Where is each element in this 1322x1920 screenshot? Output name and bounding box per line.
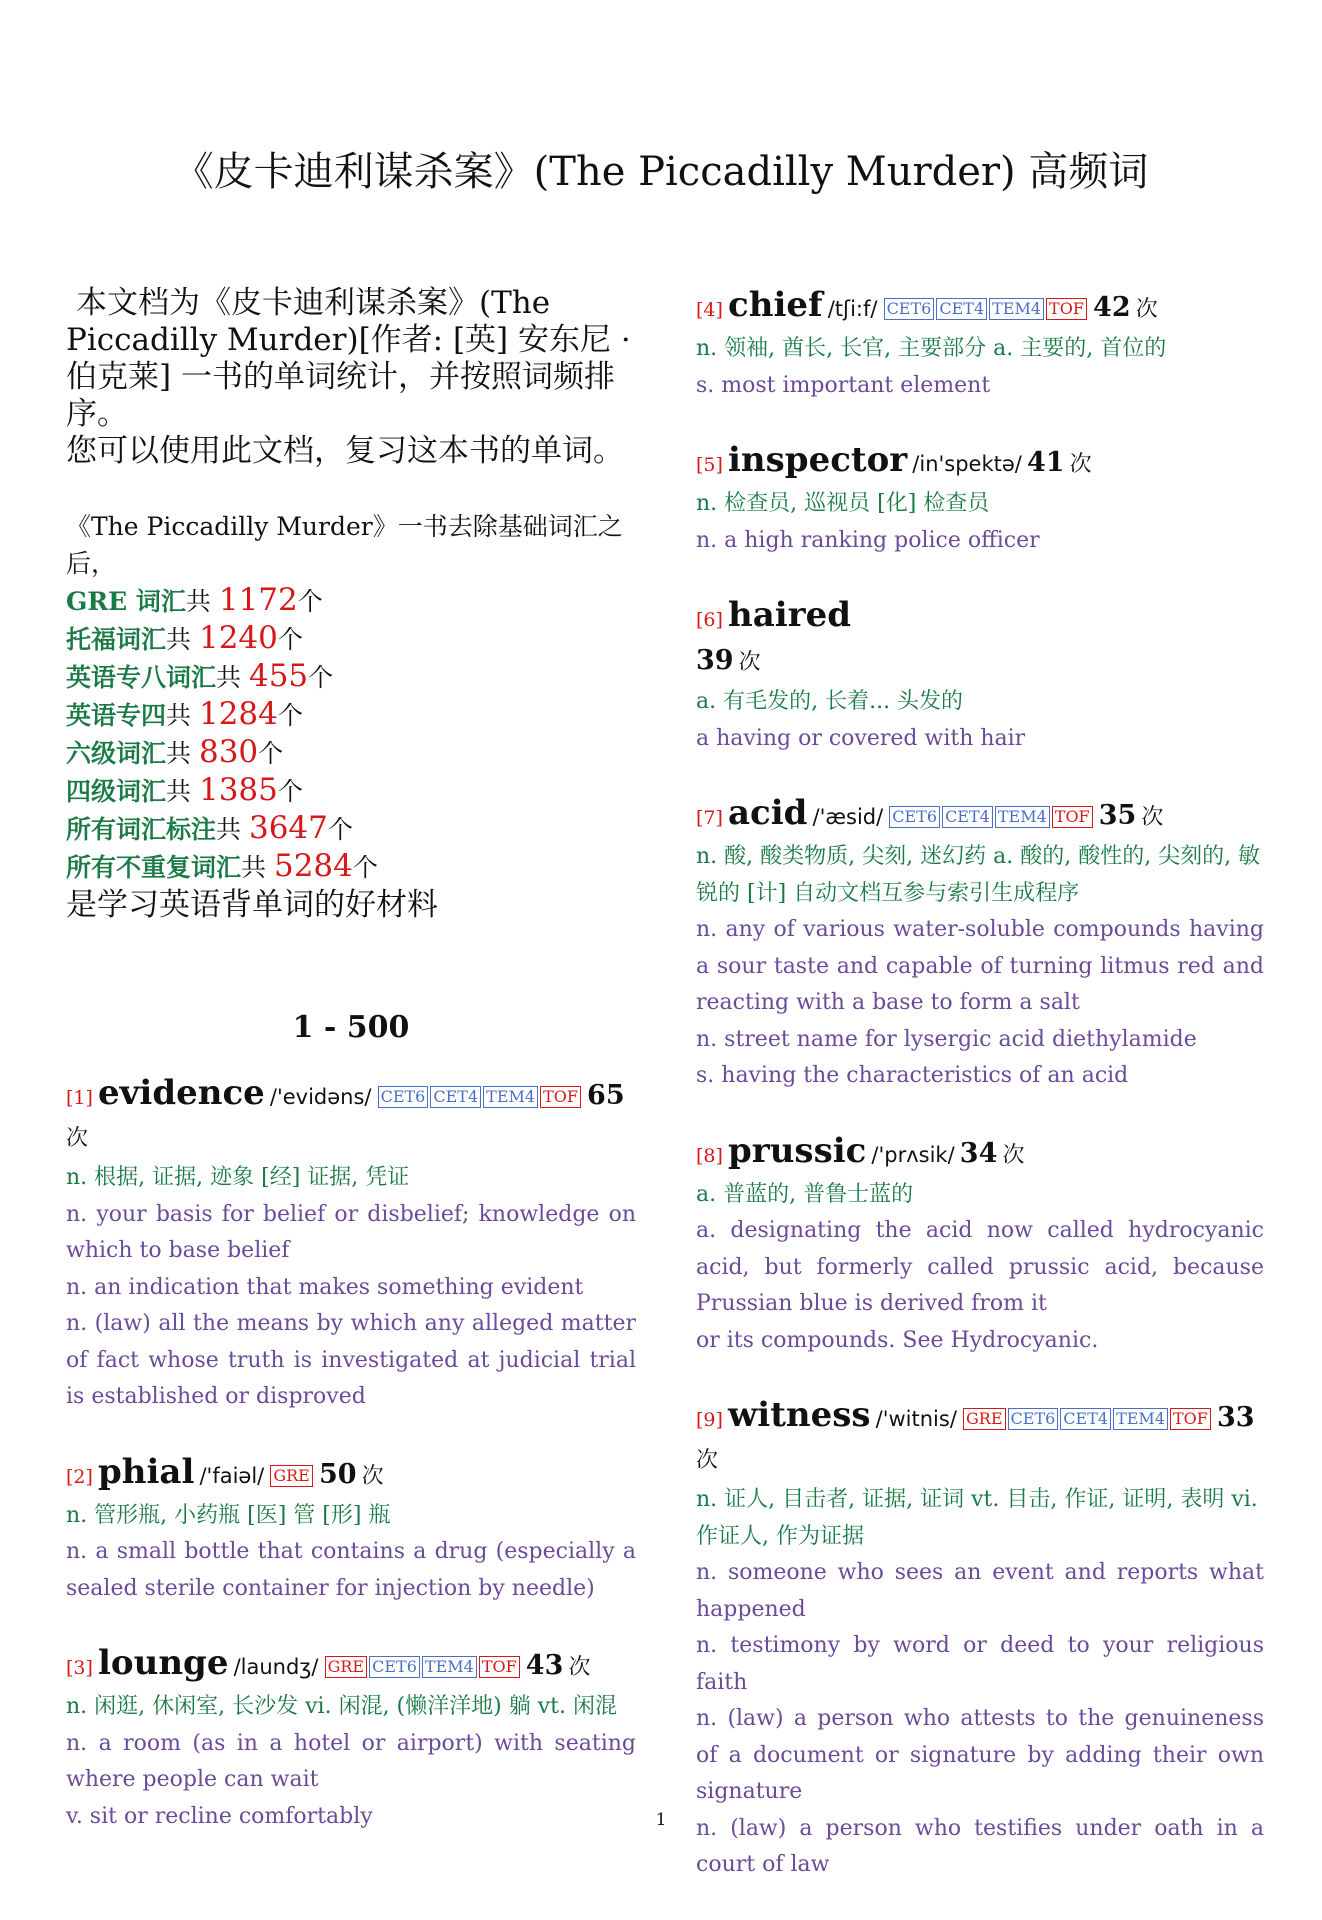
stat-mid: 共 xyxy=(216,663,249,692)
headword: acid xyxy=(728,793,808,833)
phonetic: /in'spektə/ xyxy=(912,452,1022,476)
stats-end: 是学习英语背单词的好材料 xyxy=(66,887,438,923)
entry-index: [2] xyxy=(66,1465,93,1488)
level-tag: CET4 xyxy=(1060,1408,1111,1430)
frequency-count: 41 xyxy=(1026,447,1065,478)
word-entry xyxy=(696,440,1264,559)
word-entry xyxy=(696,595,1264,757)
entry-head xyxy=(696,793,1264,839)
intro-line-2: 您可以使用此文档，复习这本书的单词。 xyxy=(66,433,624,469)
stat-mid: 共 xyxy=(166,777,199,806)
entry-head xyxy=(696,1395,1264,1482)
level-tag: CET6 xyxy=(884,298,935,320)
chinese-definition: a. 有毛发的, 长着... 头发的 xyxy=(696,689,964,714)
level-tag: TOF xyxy=(540,1086,581,1108)
count-suffix: 次 xyxy=(738,650,761,675)
level-tag: CET6 xyxy=(369,1656,420,1678)
stat-number: 1284 xyxy=(198,696,278,732)
english-definition: n. any of various water-soluble compounds having a sour taste and capable of turning litmus red and reacting with a base to form a salt xyxy=(696,917,1264,1015)
english-definition: n. testimony by word or deed to your religious faith xyxy=(696,1633,1264,1695)
stat-mid: 共 xyxy=(241,853,274,882)
count-suffix: 次 xyxy=(66,1126,89,1151)
stats-list xyxy=(66,582,636,886)
right-entries xyxy=(696,285,1264,1884)
level-tag: CET4 xyxy=(942,806,993,828)
level-tag: TEM4 xyxy=(1113,1408,1168,1430)
level-tag: TOF xyxy=(1052,806,1093,828)
intro-line-1: 本文档为《皮卡迪利谋杀案》(The Piccadilly Murder)[作者: [英] 安东尼 · 伯克莱] 一书的单词统计，并按照词频排序。 xyxy=(66,285,631,432)
english-definition: s. having the characteristics of an acid xyxy=(696,1063,1129,1088)
stat-unit: 个 xyxy=(352,853,378,882)
stat-unit: 个 xyxy=(327,815,353,844)
intro xyxy=(66,285,636,470)
english-definition: s. most important element xyxy=(696,372,991,398)
chinese-definition: n. 根据, 证据, 迹象 [经] 证据, 凭证 xyxy=(66,1165,410,1190)
english-definition: or its compounds. See Hydrocyanic. xyxy=(696,1327,1099,1353)
chinese-definition: a. 普蓝的, 普鲁士蓝的 xyxy=(696,1181,914,1207)
stat-mid: 共 xyxy=(166,739,199,768)
count-suffix: 次 xyxy=(696,1448,719,1473)
english-definition: n. an indication that makes something evident xyxy=(66,1274,584,1300)
stat-label: GRE 词汇 xyxy=(66,587,186,616)
phonetic: /'witnis/ xyxy=(875,1407,957,1431)
count-suffix: 次 xyxy=(1069,452,1092,477)
headword: prussic xyxy=(728,1130,867,1171)
stat-unit: 个 xyxy=(258,739,284,768)
frequency-count: 50 xyxy=(318,1458,357,1490)
level-tag: CET6 xyxy=(889,806,940,828)
english-definition: n. (law) a person who attests to the genuineness of a document or signature by adding their own signature xyxy=(696,1706,1264,1804)
stat-row xyxy=(66,582,636,620)
level-tag: GRE xyxy=(963,1408,1006,1430)
count-suffix: 次 xyxy=(1002,1142,1025,1168)
entry-index: [3] xyxy=(66,1657,93,1679)
right-column xyxy=(696,285,1264,1920)
count-suffix: 次 xyxy=(1135,297,1158,322)
level-tag: TEM4 xyxy=(995,806,1050,828)
phonetic: /'æsid/ xyxy=(812,805,884,829)
frequency-count: 34 xyxy=(959,1137,998,1169)
english-definition: a having or covered with hair xyxy=(696,725,1026,751)
entry-head xyxy=(66,1643,636,1689)
level-tag: TEM4 xyxy=(422,1656,477,1678)
frequency-count: 39 xyxy=(696,645,734,676)
stat-row xyxy=(66,848,636,886)
stat-row xyxy=(66,772,636,810)
stat-number: 455 xyxy=(248,658,309,694)
english-definition: n. a high ranking police officer xyxy=(696,527,1040,553)
headword: phial xyxy=(98,1451,195,1492)
stat-label: 英语专八词汇 xyxy=(66,663,217,692)
stat-number: 1240 xyxy=(198,620,278,656)
phonetic: /tʃi:f/ xyxy=(827,297,878,321)
chinese-definition: n. 检查员, 巡视员 [化] 检查员 xyxy=(696,491,990,516)
headword: inspector xyxy=(728,440,908,480)
entry-index: [9] xyxy=(696,1409,723,1431)
stat-label: 托福词汇 xyxy=(66,625,167,654)
stat-mid: 共 xyxy=(216,815,249,844)
phonetic: /'faiəl/ xyxy=(199,1463,265,1488)
frequency-count: 42 xyxy=(1093,292,1131,323)
range-heading: 1 - 500 xyxy=(292,1010,410,1045)
stat-label: 所有词汇标注 xyxy=(66,815,217,844)
stat-unit: 个 xyxy=(297,587,323,616)
headword: evidence xyxy=(98,1073,265,1113)
level-tag: CET4 xyxy=(430,1086,481,1108)
page-title: 《皮卡迪利谋杀案》(The Piccadilly Murder) 高频词 xyxy=(173,149,1149,195)
entry-index: [4] xyxy=(696,299,723,321)
stat-row xyxy=(66,734,636,772)
phonetic: /'prʌsik/ xyxy=(871,1142,955,1167)
left-entries xyxy=(66,1073,636,1835)
stat-label: 六级词汇 xyxy=(66,739,167,768)
english-definition: v. sit or recline comfortably xyxy=(66,1803,373,1829)
entry-index: [7] xyxy=(696,807,723,829)
word-entry xyxy=(66,1452,636,1608)
entry-head xyxy=(66,1452,636,1498)
english-definition: n. (law) a person who testifies under oath in a court of law xyxy=(696,1815,1264,1877)
frequency-count: 35 xyxy=(1098,800,1137,831)
level-tag: TOF xyxy=(1170,1408,1211,1430)
stat-label: 四级词汇 xyxy=(66,777,167,806)
stat-label: 英语专四 xyxy=(66,701,167,730)
chinese-definition: n. 领袖, 酋长, 长官, 主要部分 a. 主要的, 首位的 xyxy=(696,336,1167,361)
stat-row xyxy=(66,810,636,848)
stats-lead: 《The Piccadilly Murder》一书去除基础词汇之后， xyxy=(66,512,623,578)
chinese-definition: n. 管形瓶, 小药瓶 [医] 管 [形] 瓶 xyxy=(66,1502,391,1528)
stat-unit: 个 xyxy=(308,663,334,692)
stat-mid: 共 xyxy=(185,587,219,616)
english-definition: n. street name for lysergic acid diethylamide xyxy=(696,1026,1197,1052)
phonetic: /laundʒ/ xyxy=(233,1655,319,1679)
headword: witness xyxy=(728,1395,871,1435)
stat-number: 1172 xyxy=(218,582,298,618)
level-tag: TEM4 xyxy=(483,1086,538,1108)
entry-count-line xyxy=(696,641,1264,684)
entry-head xyxy=(696,595,1264,641)
phonetic: /'evidəns/ xyxy=(269,1085,372,1109)
entry-index: [1] xyxy=(66,1087,93,1109)
count-suffix: 次 xyxy=(361,1463,384,1489)
word-entry xyxy=(696,793,1264,1095)
count-suffix: 次 xyxy=(1141,805,1164,830)
stat-label: 所有不重复词汇 xyxy=(66,853,242,882)
level-tag: CET4 xyxy=(936,298,987,320)
entry-index: [6] xyxy=(696,609,723,631)
entry-index: [5] xyxy=(696,454,723,476)
stat-row xyxy=(66,658,636,696)
chinese-definition: n. 闲逛, 休闲室, 长沙发 vi. 闲混, (懒洋洋地) 躺 vt. 闲混 xyxy=(66,1694,617,1719)
level-tag: CET6 xyxy=(1008,1408,1059,1430)
frequency-count: 43 xyxy=(525,1650,564,1681)
stats-block xyxy=(66,508,636,924)
english-definition: n. a small bottle that contains a drug (especially a sealed sterile container for injection by needle) xyxy=(66,1539,636,1601)
stat-mid: 共 xyxy=(166,701,199,730)
headword: chief xyxy=(728,285,823,325)
stat-number: 5284 xyxy=(273,848,353,884)
level-tag: TEM4 xyxy=(989,298,1044,320)
level-tag: TOF xyxy=(479,1656,520,1678)
word-entry xyxy=(66,1073,636,1416)
level-tag: GRE xyxy=(325,1656,368,1678)
stat-mid: 共 xyxy=(166,625,199,654)
english-definition: a. designating the acid now called hydrocyanic acid, but formerly called prussic acid, because Prussian blue is derived from it xyxy=(696,1218,1264,1316)
stat-number: 3647 xyxy=(248,810,328,846)
stat-number: 830 xyxy=(198,734,259,770)
english-definition: n. your basis for belief or disbelief; knowledge on which to base belief xyxy=(66,1201,636,1263)
stat-number: 1385 xyxy=(198,772,278,808)
chinese-definition: n. 酸, 酸类物质, 尖刻, 迷幻药 a. 酸的, 酸性的, 尖刻的, 敏锐的 [计] 自动文档互参与索引生成程序 xyxy=(696,844,1261,906)
page-number: 1 xyxy=(655,1810,667,1830)
level-tag: TOF xyxy=(1046,298,1087,320)
entry-head xyxy=(696,1131,1264,1177)
stat-unit: 个 xyxy=(277,777,303,806)
level-tag: CET6 xyxy=(378,1086,429,1108)
stat-unit: 个 xyxy=(277,625,303,654)
count-suffix: 次 xyxy=(568,1655,591,1680)
word-entry xyxy=(696,285,1264,404)
entry-head xyxy=(696,440,1264,486)
entry-head xyxy=(696,285,1264,331)
entry-head xyxy=(66,1073,636,1160)
headword: lounge xyxy=(98,1643,229,1683)
left-column xyxy=(66,285,636,1871)
frequency-count: 33 xyxy=(1216,1402,1255,1433)
stat-row xyxy=(66,620,636,658)
entry-index: [8] xyxy=(696,1144,723,1167)
stat-row xyxy=(66,696,636,734)
word-entry xyxy=(696,1131,1264,1360)
chinese-definition: n. 证人, 目击者, 证据, 证词 vt. 目击, 作证, 证明, 表明 vi. 作证人, 作为证据 xyxy=(696,1487,1258,1549)
frequency-count: 65 xyxy=(587,1080,625,1111)
english-definition: n. a room (as in a hotel or airport) with seating where people can wait xyxy=(66,1730,636,1792)
word-entry xyxy=(66,1643,636,1835)
headword: haired xyxy=(728,595,851,635)
stat-unit: 个 xyxy=(277,701,303,730)
english-definition: n. (law) all the means by which any alleged matter of fact whose truth is investigated at judicial trial is established or disproved xyxy=(66,1311,636,1409)
level-tag: GRE xyxy=(270,1465,313,1487)
english-definition: n. someone who sees an event and reports what happened xyxy=(696,1560,1264,1622)
